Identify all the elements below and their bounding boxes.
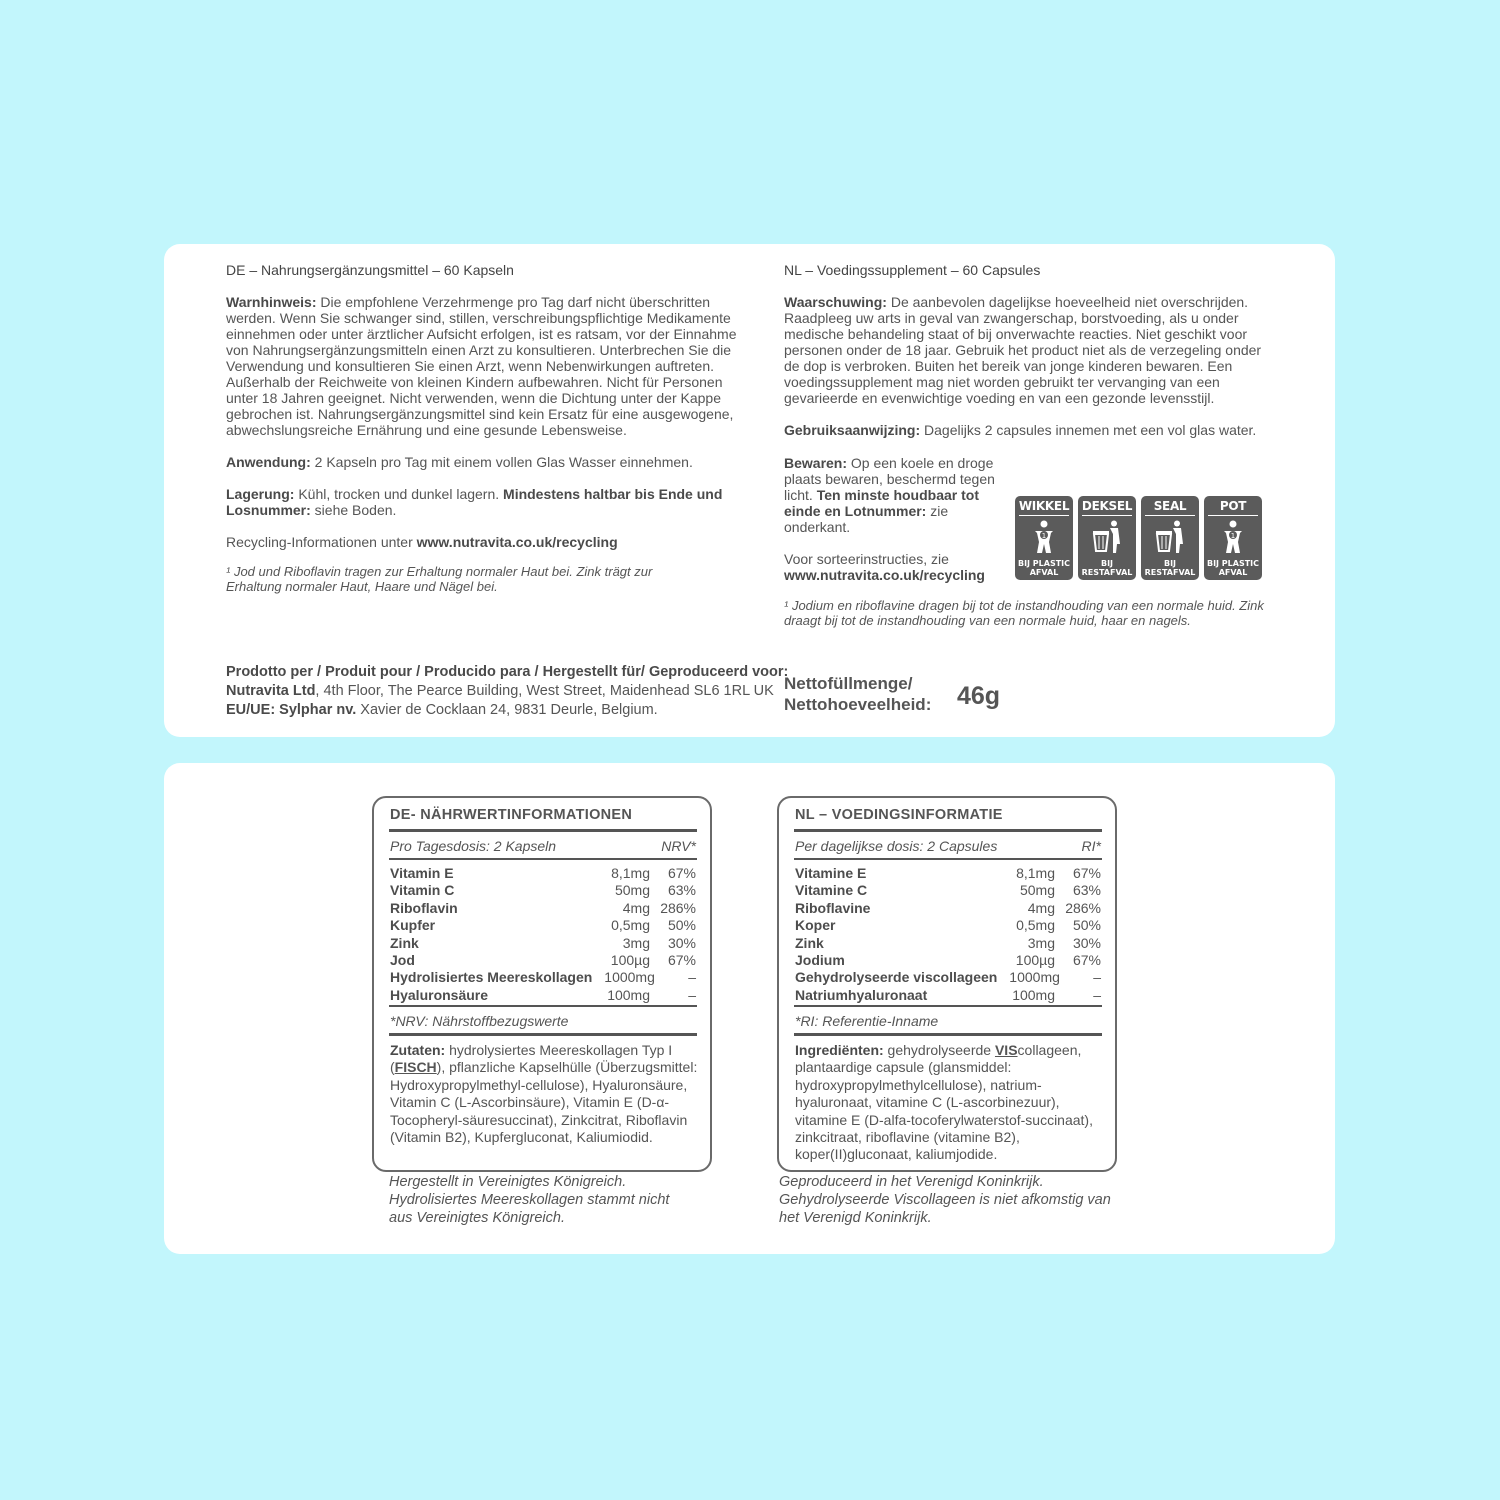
net-value: 46g [957, 682, 1001, 710]
recycle-pot-badge: POT 1 BIJ PLASTIC AFVAL [1204, 496, 1262, 580]
net-quantity [784, 673, 1001, 715]
table-row: Jod 100µg 67% [390, 952, 696, 969]
de-recycling-link[interactable]: www.nutravita.co.uk/recycling [416, 534, 618, 550]
de-table-title: DE- NÄHRWERTINFORMATIONEN [390, 807, 633, 823]
table-row: Zink 3mg 30% [390, 934, 696, 951]
manufacturer-info [226, 663, 788, 720]
nl-recycling-link[interactable]: www.nutravita.co.uk/recycling [784, 567, 985, 583]
de-table-footnote: *NRV: Nährstoffbezugswerte [390, 1013, 569, 1029]
table-row: Vitamin E 8,1mg 67% [390, 865, 696, 881]
bin-icon [1092, 520, 1122, 554]
net-label-de: Nettofüllmenge/ [784, 674, 913, 693]
nl-warning: Waarschuwing: De aanbevolen dagelijkse hoeveelheid niet overschrijden. Raadpleeg uw arts in geval van zwangerschap, borstvoeding, als u onder medische behandeling staat of bij onverwachte reacties. Niet geschikt voor personen onder de 18 jaar. Gebruik het product niet als de verzegeling onder de dop is verbroken. Buiten het bereik van jonge kinderen bewaren. Een voedingssupplement mag niet worden gebruikt ter vervanging van een gevarieerde en evenwichtige voeding en van een gezonde levensstijl. [784, 294, 1262, 406]
nl-title: NL – Voedingssupplement – 60 Capsules [784, 262, 1041, 278]
maker-line-3: EU/UE: Sylphar nv. Xavier de Cocklaan 24, 9831 Deurle, Belgium. [226, 702, 658, 718]
nl-usage: Gebruiksaanwijzing: Dagelijks 2 capsules innemen met een vol glas water. [784, 422, 1257, 438]
de-nutrition-table [372, 796, 712, 1172]
nl-ingredients: Ingrediënten: gehydrolyseerde VIScollageen, plantaardige capsule (glansmiddel: hydroxypropylmethylcellulose), natrium-hyaluronaat, vitamine C (L-ascorbinezuur), vitamine E (D-alfa-tocoferylwaterstof-succinaat), zinkcitraat, riboflavine (vitamine B2), koper(II)gluconaat, kaliumjodide. [795, 1042, 1093, 1163]
nl-footnote: ¹ Jodium en riboflavine dragen bij tot de instandhouding van een normale huid. Zink draagt bij tot de instandhouding van een normale huid, haar en nagels. [784, 598, 1264, 628]
table-row: Hydrolisiertes Meereskollagen 1000mg – [390, 969, 696, 986]
svg-text:1: 1 [1041, 532, 1047, 540]
de-title: DE – Nahrungsergänzungsmittel – 60 Kapseln [226, 262, 514, 278]
table-row: Riboflavine 4mg 286% [795, 899, 1101, 916]
table-row: Jodium 100µg 67% [795, 952, 1101, 969]
recycle-wikkel-badge: WIKKEL 1 BIJ PLASTIC AFVAL [1015, 496, 1073, 580]
nl-nutrition-table [777, 796, 1117, 1172]
table-row: Riboflavin 4mg 286% [390, 899, 696, 916]
nl-table-footnote: *RI: Referentie-Inname [795, 1013, 939, 1029]
nl-table-rows [795, 865, 1101, 1004]
table-row: Zink 3mg 30% [795, 934, 1101, 951]
de-footnote: ¹ Jod und Riboflavin tragen zur Erhaltung normaler Haut bei. Zink trägt zur Erhaltung normaler Haut, Haare und Nägel bei. [226, 564, 653, 594]
table-row: Vitamine C 50mg 63% [795, 882, 1101, 899]
maker-line-1: Prodotto per / Produit pour / Producido para / Hergestellt für/ Geproduceerd voor: [226, 664, 789, 680]
nl-title-block [784, 262, 1279, 438]
de-recycling: Recycling-Informationen unter www.nutravita.co.uk/recycling [226, 534, 618, 550]
recycle-seal-badge: SEAL BIJ RESTAFVAL [1141, 496, 1199, 580]
de-ingredients: Zutaten: hydrolysiertes Meereskollagen Typ I (FISCH), pflanzliche Kapselhülle (Überzugsmittel: Hydroxypropylmethyl-cellulose), Hyaluronsäure, Vitamin C (L-Ascorbinsäure), Vitamin E (D-α-Tocopheryl-säuresuccinat), Zinkcitrat, Riboflavin (Vitamin B2), Kupfergluconat, Kaliumiodid. [390, 1042, 698, 1146]
table-row: Kupfer 0,5mg 50% [390, 917, 696, 934]
person-recycle-icon [1029, 520, 1059, 554]
recycling-icons [1015, 496, 1262, 580]
de-info-column [226, 262, 746, 594]
recycle-deksel-badge: DEKSEL BIJ RESTAFVAL [1078, 496, 1136, 580]
nutrition-panel [164, 763, 1335, 1254]
de-storage: Lagerung: Kühl, trocken und dunkel lagern. Mindestens haltbar bis Ende und Losnummer: siehe Boden. [226, 486, 723, 518]
maker-line-2: Nutravita Ltd, 4th Floor, The Pearce Building, West Street, Maidenhead SL6 1RL UK [226, 683, 774, 699]
svg-text:1: 1 [1230, 532, 1236, 540]
nl-table-title: NL – VOEDINGSINFORMATIE [795, 807, 1003, 823]
nl-storage-block [784, 455, 1004, 583]
table-row: Vitamin C 50mg 63% [390, 882, 696, 899]
table-row: Gehydrolyseerde viscollageen 1000mg – [795, 969, 1101, 986]
table-row: Natriumhyaluronaat 100mg – [795, 986, 1101, 1003]
bin-icon [1155, 520, 1185, 554]
de-table-rows [390, 865, 696, 1004]
table-row: Vitamine E 8,1mg 67% [795, 865, 1101, 881]
de-warning: Warnhinweis: Die empfohlene Verzehrmenge pro Tag darf nicht überschritten werden. Wenn Sie schwanger sind, stillen, verschreibungspflichtige Medikamente einnehmen oder unter ärztlicher Aufsicht erfolgen, ist es ratsam, vor der Einnahme von Nahrungsergänzungsmitteln einen Arzt zu konsultieren. Unterbrechen Sie die Verwendung und konsultieren Sie einen Arzt, wenn Nebenwirkungen auftreten. Außerhalb der Reichweite von kleinen Kindern aufbewahren. Nicht für Personen unter 18 Jahren geeignet. Nicht verwenden, wenn die Dichtung unter der Kappe gebrochen ist. Nahrungsergänzungsmittel sind kein Ersatz für eine ausgewogene, abwechslungsreiche Ernährung und eine gesunde Lebensweise. [226, 294, 737, 438]
table-row: Koper 0,5mg 50% [795, 917, 1101, 934]
nl-storage: Bewaren: Op een koele en droge plaats bewaren, beschermd tegen licht. Ten minste houdbaar tot einde en Lotnummer: zie onderkant. [784, 455, 995, 535]
de-table-header: Pro Tagesdosis: 2 Kapseln NRV* [390, 838, 696, 854]
nl-origin-note: Geproduceerd in het Verenigd Koninkrijk. Gehydrolyseerde Viscollageen is niet afkomstig van het Verenigd Koninkrijk. [779, 1174, 1111, 1226]
de-usage: Anwendung: 2 Kapseln pro Tag mit einem vollen Glas Wasser einnehmen. [226, 454, 693, 470]
nl-recycling: Voor sorteerinstructies, zie www.nutravita.co.uk/recycling [784, 551, 985, 583]
de-origin-note: Hergestellt in Vereinigtes Königreich. Hydrolisiertes Meereskollagen stammt nicht aus Vereinigtes Königreich. [389, 1174, 670, 1226]
nl-table-header: Per dagelijkse dosis: 2 Capsules RI* [795, 838, 1101, 854]
person-recycle-icon [1218, 520, 1248, 554]
table-row: Hyaluronsäure 100mg – [390, 986, 696, 1003]
net-label-nl: Nettohoeveelheid: [784, 695, 932, 714]
